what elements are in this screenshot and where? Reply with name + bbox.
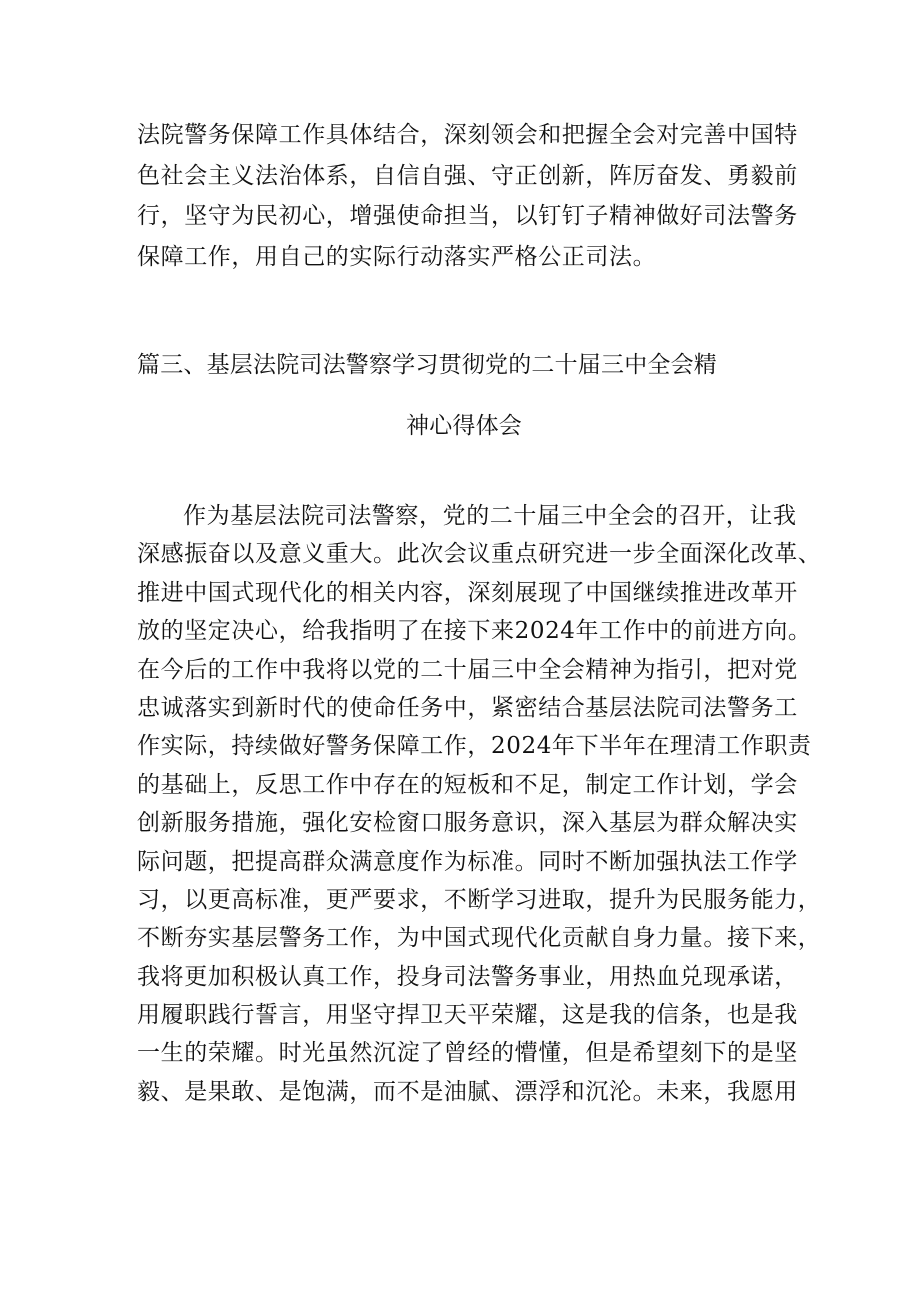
- text-line: 一生的荣耀。时光虽然沉淀了曾经的懵懂，但是希望刻下的是坚: [137, 1040, 798, 1067]
- paragraph-continued: [137, 115, 797, 277]
- text-line: 放的坚定决心，给我指明了在接下来2024年工作中的前进方向。: [137, 618, 812, 645]
- text-line: 在今后的工作中我将以党的二十届三中全会精神为指引，把对党: [137, 656, 798, 683]
- paragraph-body: [137, 497, 822, 1111]
- section-heading-line-1: 篇三、基层法院司法警察学习贯彻党的二十届三中全会精: [137, 352, 717, 378]
- text-line: 不断夯实基层警务工作，为中国式现代化贡献自身力量。接下来，: [137, 925, 822, 952]
- text-line: 用履职践行誓言，用坚守捍卫天平荣耀，这是我的信条，也是我: [137, 1002, 798, 1029]
- text-line: 毅、是果敢、是饱满，而不是油腻、漂浮和沉沦。未来，我愿用: [137, 1078, 798, 1105]
- text-line: 色社会主义法治体系，自信自强、守正创新，阵厉奋发、勇毅前: [137, 162, 798, 189]
- text-line: 忠诚落实到新时代的使命任务中，紧密结合基层法院司法警务工: [137, 694, 798, 721]
- text-line: 保障工作，用自己的实际行动落实严格公正司法。: [137, 243, 657, 270]
- text-line: 法院警务保障工作具体结合，深刻领会和把握全会对完善中国特: [137, 122, 798, 148]
- text-line: 创新服务措施，强化安检窗口服务意识，深入基层为群众解决实: [137, 810, 798, 837]
- text-line: 的基础上，反思工作中存在的短板和不足，制定工作计划，学会: [137, 771, 798, 798]
- section-heading-line-2: 神心得体会: [406, 413, 522, 439]
- text-line: 深感振奋以及意义重大。此次会议重点研究进一步全面深化改革、: [137, 541, 822, 568]
- section-heading: [137, 345, 797, 455]
- text-line: 际问题，把提高群众满意度作为标准。同时不断加强执法工作学: [137, 848, 798, 875]
- text-line: 行，坚守为民初心，增强使命担当，以钉钉子精神做好司法警务: [137, 203, 798, 229]
- text-line: 习，以更高标准，更严要求，不断学习进取，提升为民服务能力，: [137, 886, 822, 913]
- text-line: 我将更加积极认真工作，投身司法警务事业，用热血兑现承诺，: [137, 963, 798, 990]
- text-line: 作实际，持续做好警务保障工作，2024年下半年在理清工作职责: [137, 733, 812, 760]
- text-line: 作为基层法院司法警察，党的二十届三中全会的召开，让我: [183, 503, 797, 529]
- text-line: 推进中国式现代化的相关内容，深刻展现了中国继续推进改革开: [137, 579, 798, 606]
